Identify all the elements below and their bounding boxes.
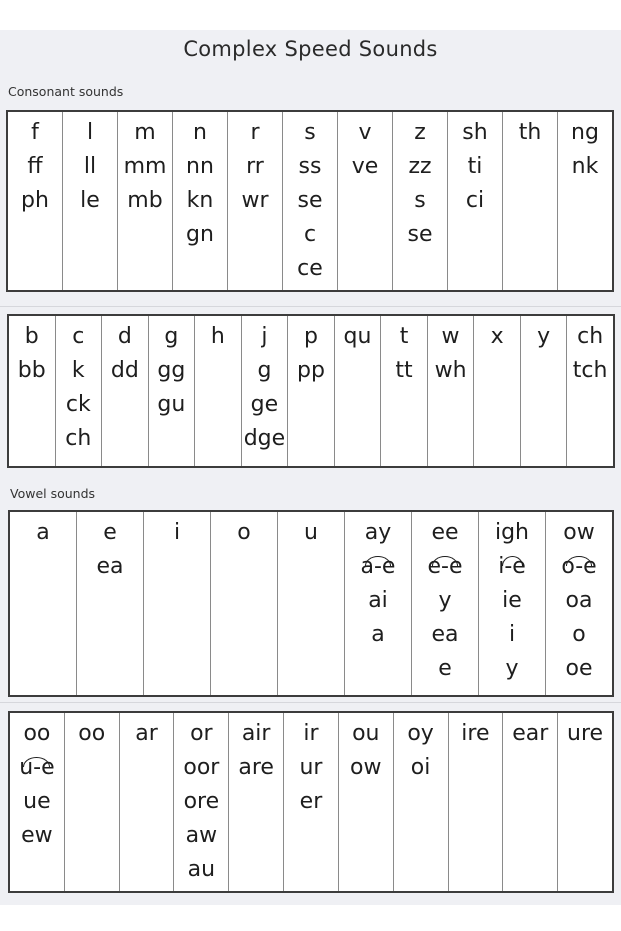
grapheme: m bbox=[134, 120, 156, 145]
grapheme: nn bbox=[186, 154, 214, 179]
sound-column bbox=[278, 512, 345, 695]
consonant-grid-row-2 bbox=[7, 314, 615, 468]
grapheme: ve bbox=[351, 154, 379, 179]
sound-column bbox=[558, 713, 612, 891]
grapheme: ie bbox=[502, 588, 522, 613]
sound-column bbox=[10, 512, 77, 695]
sound-column bbox=[479, 512, 546, 695]
sound-column bbox=[229, 713, 284, 891]
sound-column bbox=[448, 112, 503, 290]
grapheme: ce bbox=[297, 256, 323, 281]
grapheme: ff bbox=[27, 154, 43, 179]
grapheme: k bbox=[71, 358, 85, 383]
sound-column bbox=[558, 112, 612, 290]
grapheme: are bbox=[238, 755, 274, 780]
sound-column bbox=[228, 112, 283, 290]
grapheme: tt bbox=[395, 358, 413, 383]
sound-column bbox=[211, 512, 278, 695]
grapheme: ow bbox=[563, 520, 595, 545]
sound-column bbox=[338, 112, 393, 290]
grapheme: ou bbox=[352, 721, 380, 746]
grapheme: i bbox=[508, 622, 516, 647]
sound-column bbox=[474, 316, 521, 466]
vowel-grid-row-2 bbox=[8, 711, 614, 893]
sound-column bbox=[173, 112, 228, 290]
sound-column bbox=[56, 316, 103, 466]
sound-column bbox=[149, 316, 196, 466]
grapheme: or bbox=[190, 721, 213, 746]
grapheme: oo bbox=[23, 721, 51, 746]
grapheme: a bbox=[371, 622, 385, 647]
grapheme: v bbox=[358, 120, 372, 145]
grapheme: aw bbox=[185, 823, 218, 848]
poster-title: Complex Speed Sounds bbox=[183, 37, 438, 61]
grapheme: dge bbox=[243, 426, 286, 451]
grapheme: ow bbox=[350, 755, 382, 780]
grapheme: ar bbox=[135, 721, 158, 746]
grapheme: gu bbox=[157, 392, 186, 417]
sound-column bbox=[449, 713, 504, 891]
grapheme: ire bbox=[461, 721, 490, 746]
grapheme: y bbox=[438, 588, 452, 613]
grapheme: g bbox=[257, 358, 272, 383]
grapheme: ue bbox=[23, 789, 51, 814]
sound-column bbox=[546, 512, 612, 695]
sound-column bbox=[503, 713, 558, 891]
grapheme: w bbox=[441, 324, 460, 349]
sound-column bbox=[412, 512, 479, 695]
sound-column bbox=[521, 316, 568, 466]
grapheme: th bbox=[518, 120, 542, 145]
grapheme: ck bbox=[65, 392, 91, 417]
sound-column bbox=[288, 316, 335, 466]
grapheme: d bbox=[117, 324, 132, 349]
grapheme: ure bbox=[567, 721, 604, 746]
sound-column bbox=[242, 316, 289, 466]
grapheme: pp bbox=[296, 358, 325, 383]
grapheme: le bbox=[80, 188, 100, 213]
grapheme: ew bbox=[21, 823, 53, 848]
grapheme: s bbox=[414, 188, 426, 213]
sound-column bbox=[283, 112, 338, 290]
grapheme: u bbox=[304, 520, 318, 545]
grapheme: g bbox=[164, 324, 179, 349]
vowel-grid-row-1 bbox=[8, 510, 614, 697]
sound-column bbox=[10, 713, 65, 891]
grapheme: o bbox=[237, 520, 251, 545]
grapheme: au bbox=[187, 857, 216, 882]
grapheme: igh bbox=[494, 520, 530, 545]
fold-line bbox=[0, 306, 621, 307]
sound-column bbox=[503, 112, 558, 290]
grapheme: e bbox=[103, 520, 117, 545]
sound-column bbox=[118, 112, 173, 290]
sound-column bbox=[428, 316, 475, 466]
grapheme: t bbox=[399, 324, 409, 349]
grapheme: j bbox=[261, 324, 268, 349]
sound-column bbox=[8, 112, 63, 290]
grapheme: ss bbox=[298, 154, 322, 179]
grapheme: ai bbox=[368, 588, 388, 613]
grapheme: tch bbox=[572, 358, 608, 383]
grapheme: x bbox=[490, 324, 504, 349]
consonant-sounds-label: Consonant sounds bbox=[8, 84, 124, 99]
grapheme: r bbox=[250, 120, 260, 145]
grapheme: a bbox=[36, 520, 50, 545]
grapheme: ll bbox=[83, 154, 97, 179]
grapheme: i bbox=[173, 520, 181, 545]
grapheme: e bbox=[438, 656, 452, 681]
grapheme: dd bbox=[110, 358, 139, 383]
grapheme: f bbox=[31, 120, 39, 145]
grapheme: air bbox=[241, 721, 271, 746]
grapheme: ph bbox=[21, 188, 49, 213]
grapheme: ch bbox=[577, 324, 604, 349]
grapheme: z bbox=[414, 120, 426, 145]
grapheme: wr bbox=[241, 188, 269, 213]
grapheme: er bbox=[299, 789, 323, 814]
grapheme: mb bbox=[127, 188, 163, 213]
grapheme: c bbox=[72, 324, 85, 349]
grapheme: ci bbox=[465, 188, 485, 213]
sound-column bbox=[345, 512, 412, 695]
sound-column bbox=[102, 316, 149, 466]
grapheme: nk bbox=[571, 154, 599, 179]
grapheme: ge bbox=[250, 392, 279, 417]
grapheme: oa bbox=[565, 588, 593, 613]
consonant-grid-row-1 bbox=[6, 110, 614, 292]
sound-column bbox=[339, 713, 394, 891]
grapheme: ti bbox=[467, 154, 483, 179]
grapheme: l bbox=[86, 120, 94, 145]
grapheme: gg bbox=[157, 358, 186, 383]
grapheme: ea bbox=[96, 554, 124, 579]
grapheme: ch bbox=[65, 426, 92, 451]
sound-column bbox=[144, 512, 211, 695]
grapheme: s bbox=[304, 120, 316, 145]
grapheme: n bbox=[193, 120, 207, 145]
sound-column bbox=[63, 112, 118, 290]
split-digraph: o-e bbox=[561, 550, 596, 584]
grapheme: oi bbox=[410, 755, 431, 780]
grapheme: bb bbox=[17, 358, 46, 383]
grapheme: ore bbox=[183, 789, 220, 814]
grapheme: oe bbox=[565, 656, 593, 681]
grapheme: y bbox=[537, 324, 551, 349]
sound-column bbox=[120, 713, 175, 891]
grapheme: oo bbox=[78, 721, 106, 746]
sound-column bbox=[284, 713, 339, 891]
sound-column bbox=[393, 112, 448, 290]
grapheme: ee bbox=[431, 520, 459, 545]
grapheme: sh bbox=[462, 120, 488, 145]
grapheme: ur bbox=[299, 755, 323, 780]
split-digraph: e-e bbox=[427, 550, 462, 584]
split-digraph: u-e bbox=[19, 751, 54, 785]
sound-column bbox=[9, 316, 56, 466]
grapheme: zz bbox=[408, 154, 432, 179]
grapheme: c bbox=[303, 222, 317, 247]
grapheme: ay bbox=[364, 520, 392, 545]
grapheme: qu bbox=[343, 324, 372, 349]
sound-column bbox=[394, 713, 449, 891]
split-digraph: a-e bbox=[361, 550, 396, 584]
grapheme: rr bbox=[246, 154, 264, 179]
grapheme: mm bbox=[123, 154, 167, 179]
grapheme: se bbox=[297, 188, 323, 213]
grapheme: kn bbox=[186, 188, 214, 213]
grapheme: ir bbox=[303, 721, 319, 746]
grapheme: gn bbox=[186, 222, 214, 247]
grapheme: oor bbox=[183, 755, 220, 780]
sound-column bbox=[65, 713, 120, 891]
grapheme: ng bbox=[571, 120, 599, 145]
grapheme: ea bbox=[431, 622, 459, 647]
fold-line bbox=[0, 702, 621, 703]
grapheme: o bbox=[572, 622, 586, 647]
sound-column bbox=[174, 713, 229, 891]
sound-column bbox=[77, 512, 144, 695]
vowel-sounds-label: Vowel sounds bbox=[10, 486, 96, 501]
grapheme: se bbox=[407, 222, 433, 247]
grapheme: h bbox=[210, 324, 225, 349]
sound-column bbox=[567, 316, 613, 466]
sound-column bbox=[195, 316, 242, 466]
grapheme: b bbox=[24, 324, 39, 349]
grapheme: p bbox=[303, 324, 318, 349]
grapheme: ear bbox=[512, 721, 549, 746]
grapheme: wh bbox=[434, 358, 467, 383]
sound-column bbox=[335, 316, 382, 466]
split-digraph: i-e bbox=[498, 550, 526, 584]
sound-column bbox=[381, 316, 428, 466]
grapheme: y bbox=[505, 656, 519, 681]
grapheme: oy bbox=[407, 721, 434, 746]
